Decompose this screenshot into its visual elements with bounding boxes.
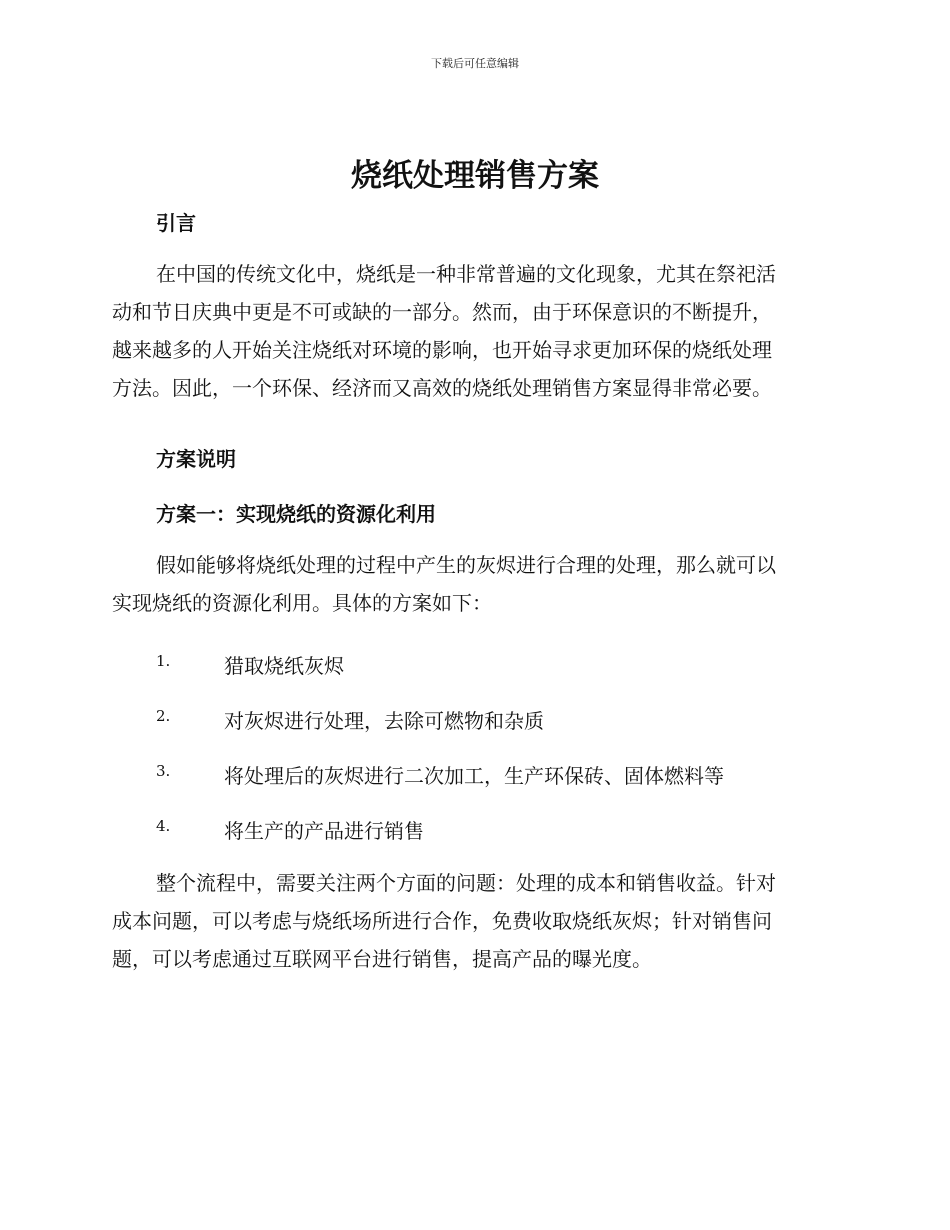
intro-line: 在中国的传统文化中，烧纸是一种非常普遍的文化现象，尤其在祭祀活 — [156, 262, 776, 286]
plan-one-line: 假如能够将烧纸处理的过程中产生的灰烬进行合理的处理，那么就可以 — [156, 553, 776, 577]
closing-paragraph — [112, 864, 832, 978]
plan-one-paragraph — [112, 546, 832, 622]
list-text: 将处理后的灰烬进行二次加工，生产环保砖、固体燃料等 — [224, 764, 724, 788]
closing-line: 题，可以考虑通过互联网平台进行销售，提高产品的曝光度。 — [112, 947, 652, 971]
list-text: 将生产的产品进行销售 — [224, 819, 424, 843]
intro-heading: 引言 — [156, 211, 196, 235]
list-number: 2. — [156, 707, 171, 725]
plan-one-heading: 方案一：实现烧纸的资源化利用 — [156, 502, 436, 526]
list-text: 对灰烬进行处理，去除可燃物和杂质 — [224, 709, 544, 733]
list-text: 猎取烧纸灰烬 — [224, 654, 344, 678]
document-title: 烧纸处理销售方案 — [351, 158, 599, 194]
header-note: 下载后可任意编辑 — [431, 57, 519, 70]
intro-line: 方法。因此，一个环保、经济而又高效的烧纸处理销售方案显得非常必要。 — [112, 376, 772, 400]
list-number: 1. — [156, 652, 171, 670]
list-number: 3. — [156, 762, 171, 780]
closing-line: 整个流程中，需要关注两个方面的问题：处理的成本和销售收益。针对 — [156, 871, 776, 895]
list-number: 4. — [156, 817, 171, 835]
closing-line: 成本问题，可以考虑与烧纸场所进行合作，免费收取烧纸灰烬；针对销售问 — [112, 909, 772, 933]
plan-heading: 方案说明 — [156, 447, 236, 471]
intro-line: 动和节日庆典中更是不可或缺的一部分。然而，由于环保意识的不断提升， — [112, 300, 772, 324]
intro-line: 越来越多的人开始关注烧纸对环境的影响，也开始寻求更加环保的烧纸处理 — [112, 338, 772, 362]
plan-one-line: 实现烧纸的资源化利用。具体的方案如下： — [112, 591, 492, 615]
intro-paragraph — [112, 255, 832, 407]
